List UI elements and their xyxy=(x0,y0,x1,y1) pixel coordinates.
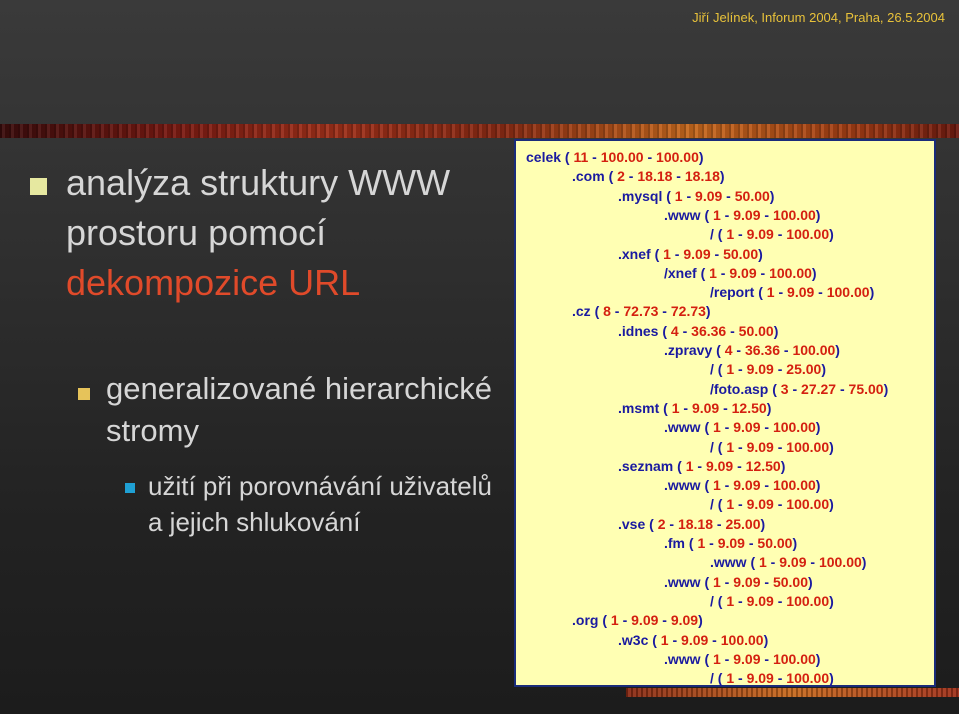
tree-row-separator: - xyxy=(773,226,787,243)
tree-row-count: 1 xyxy=(726,438,735,455)
tree-row-separator: - xyxy=(672,168,685,185)
tree-row-label: celek ( xyxy=(526,149,574,165)
tree-row-separator: ) xyxy=(815,419,821,436)
tree-row-percent-total: 9.09 xyxy=(733,419,761,436)
bullet-level2: generalizované hierarchické stromy xyxy=(106,371,493,448)
tree-row-count: 11 xyxy=(573,149,589,165)
tree-row-separator: - xyxy=(773,361,787,378)
tree-row-separator: - xyxy=(693,457,706,474)
tree-row-separator: - xyxy=(734,670,747,687)
tree-row-separator: - xyxy=(722,187,735,204)
tree-row-separator: ) xyxy=(883,380,889,397)
tree-row-separator: - xyxy=(788,380,802,397)
tree-row-separator: - xyxy=(766,554,780,571)
tree-row-separator: ) xyxy=(869,284,875,301)
decorative-bottom-bar xyxy=(626,688,959,697)
tree-row-separator: - xyxy=(708,631,721,648)
tree-row-separator: - xyxy=(710,245,724,262)
tree-row-separator: - xyxy=(734,361,747,378)
tree-row-separator: ) xyxy=(780,457,786,474)
tree-row-percent-parent: 100.00 xyxy=(786,592,830,609)
tree-row xyxy=(664,476,820,495)
tree-row-count: 1 xyxy=(709,264,717,281)
tree-row-separator: ) xyxy=(835,342,840,358)
tree-row-percent-total: 9.09 xyxy=(787,284,815,301)
tree-row-separator: ) xyxy=(815,206,821,223)
tree-row-percent-total: 27.27 xyxy=(801,380,837,397)
tree-row-separator: - xyxy=(682,187,696,204)
tree-row-percent-total: 36.36 xyxy=(744,342,780,358)
tree-row xyxy=(710,283,874,302)
tree-row xyxy=(664,573,813,592)
tree-row-count: 1 xyxy=(726,496,735,513)
tree-row-separator: ) xyxy=(808,573,813,590)
tree-row-separator: ) xyxy=(821,361,827,378)
tree-row-label: .www ( xyxy=(664,206,713,223)
tree-row-count: 4 xyxy=(724,342,733,358)
tree-row-label: .idnes ( xyxy=(618,322,671,339)
tree-row-separator: - xyxy=(726,322,739,339)
tree-row-percent-total: 9.09 xyxy=(746,226,774,243)
tree-row-separator: - xyxy=(720,477,734,494)
tree-row-separator: - xyxy=(774,284,788,301)
tree-row-percent-total: 9.09 xyxy=(729,264,757,281)
tree-row xyxy=(710,669,834,688)
tree-row-percent-parent: 72.73 xyxy=(670,303,706,320)
tree-row-percent-parent: 12.50 xyxy=(745,457,781,474)
tree-row-percent-total: 9.09 xyxy=(733,573,761,590)
tree-row-percent-total: 9.09 xyxy=(746,592,774,609)
tree-row-separator: - xyxy=(658,612,671,629)
tree-row-separator: - xyxy=(624,168,638,185)
tree-row-count: 1 xyxy=(726,592,735,609)
tree-row-count: 1 xyxy=(713,419,721,436)
tree-row-count: 1 xyxy=(610,612,619,629)
tree-row-count: 1 xyxy=(726,361,735,378)
tree-row-separator: - xyxy=(756,264,770,281)
tree-row-percent-parent: 100.00 xyxy=(772,477,816,494)
tree-row-separator: - xyxy=(734,592,747,609)
tree-row-separator: ) xyxy=(829,670,834,687)
tree-row xyxy=(572,167,725,186)
tree-row-label: .w3c ( xyxy=(618,631,661,648)
tree-row-percent-total: 9.09 xyxy=(746,496,774,513)
tree-row-count: 1 xyxy=(713,573,721,590)
tree-row-percent-total: 9.09 xyxy=(695,187,723,204)
tree-row-separator: ) xyxy=(763,631,769,648)
tree-row-label: / ( xyxy=(710,592,727,609)
tree-row-label: .www ( xyxy=(710,554,759,571)
tree-row-percent-parent: 12.50 xyxy=(731,399,767,416)
tree-row-percent-total: 9.09 xyxy=(746,438,774,455)
tree-row-label: .mysql ( xyxy=(618,187,675,204)
tree-row xyxy=(618,515,765,534)
tree-row-percent-parent: 9.09 xyxy=(670,612,699,629)
tree-row-separator: - xyxy=(734,438,747,455)
tree-row-percent-total: 9.09 xyxy=(733,477,761,494)
bullet-level1-highlight: dekompozice URL xyxy=(66,262,361,303)
tree-row xyxy=(572,302,711,321)
tree-row-label: /xnef ( xyxy=(664,264,710,281)
tree-row xyxy=(710,380,888,399)
tree-row xyxy=(618,187,774,206)
tree-row-separator: - xyxy=(720,573,734,590)
tree-row-separator: - xyxy=(806,554,819,571)
tree-row-separator: ) xyxy=(766,399,772,416)
tree-row-percent-parent: 100.00 xyxy=(769,264,812,281)
tree-row-separator: - xyxy=(836,380,849,397)
tree-row-separator: - xyxy=(610,303,624,320)
tree-row xyxy=(618,322,778,341)
tree-row xyxy=(664,341,840,360)
tree-row-percent-parent: 100.00 xyxy=(656,149,699,165)
tree-row-label: .xnef ( xyxy=(618,245,664,262)
tree-row-percent-parent: 100.00 xyxy=(818,554,862,571)
tree-row-separator: ) xyxy=(815,477,821,494)
tree-row-separator: - xyxy=(679,399,692,416)
tree-row-separator: - xyxy=(760,206,773,223)
tree-row-percent-total: 72.73 xyxy=(623,303,659,320)
tree-row-percent-parent: 50.00 xyxy=(723,245,759,262)
tree-row-percent-total: 9.09 xyxy=(691,399,720,416)
tree-row-count: 1 xyxy=(713,477,721,494)
tree-row-separator: - xyxy=(760,477,773,494)
tree-row xyxy=(664,534,797,553)
tree-row-separator: - xyxy=(670,245,684,262)
tree-row-separator: - xyxy=(713,515,726,532)
tree-row-percent-total: 100.00 xyxy=(600,149,644,165)
tree-row-label: /report ( xyxy=(710,284,767,301)
tree-row-separator: - xyxy=(744,535,758,551)
tree-row-label: / ( xyxy=(710,438,727,455)
tree-row-label: .fm ( xyxy=(664,535,698,551)
tree-row-percent-parent: 25.00 xyxy=(725,515,761,532)
tree-row-percent-parent: 18.18 xyxy=(684,168,720,185)
tree-row xyxy=(710,592,834,611)
tree-row-separator: - xyxy=(720,419,734,436)
tree-row-percent-parent: 25.00 xyxy=(786,361,822,378)
tree-row-percent-parent: 100.00 xyxy=(786,226,830,243)
tree-row-separator: - xyxy=(588,149,601,165)
slide-author-credit: Jiří Jelínek, Inforum 2004, Praha, 26.5.2004 xyxy=(692,10,945,25)
tree-row-percent-parent: 100.00 xyxy=(786,496,830,513)
tree-row-percent-parent: 100.00 xyxy=(786,670,830,687)
tree-row-separator: - xyxy=(760,573,773,590)
tree-row-separator: - xyxy=(734,226,747,243)
tree-row-separator: - xyxy=(780,342,793,358)
tree-row-label: .www ( xyxy=(664,477,713,494)
tree-row-percent-total: 9.09 xyxy=(683,245,711,262)
tree-row-label: .www ( xyxy=(664,650,713,667)
tree-row-separator: - xyxy=(773,496,787,513)
tree-row-percent-total: 9.09 xyxy=(681,631,709,648)
tree-row-separator: ) xyxy=(698,149,704,165)
tree-row-label: .zpravy ( xyxy=(664,342,725,358)
tree-row-separator: ) xyxy=(760,515,766,532)
tree-row-separator: - xyxy=(643,149,657,165)
tree-row xyxy=(618,457,785,476)
tree-row-separator: ) xyxy=(773,322,779,339)
tree-row xyxy=(572,611,703,630)
tree-row-label: .www ( xyxy=(664,573,713,590)
tree-row-separator: ) xyxy=(698,612,703,629)
tree-row-count: 1 xyxy=(697,535,706,551)
decorative-top-bar xyxy=(0,124,959,138)
square-bullet-icon xyxy=(125,483,135,493)
tree-row-percent-total: 9.09 xyxy=(779,554,807,571)
tree-row-count: 1 xyxy=(671,399,680,416)
tree-row-label: .vse ( xyxy=(618,515,658,532)
tree-row-percent-total: 9.09 xyxy=(733,650,761,667)
tree-row-separator: - xyxy=(665,515,678,532)
tree-row-percent-parent: 100.00 xyxy=(772,419,816,436)
tree-row-count: 1 xyxy=(663,245,671,262)
tree-row-separator: - xyxy=(734,496,747,513)
tree-row-separator: ) xyxy=(769,187,775,204)
tree-row-percent-parent: 100.00 xyxy=(720,631,764,648)
tree-row-label: / ( xyxy=(710,496,727,513)
tree-row-count: 4 xyxy=(670,322,679,339)
tree-row-percent-total: 9.09 xyxy=(631,612,659,629)
tree-row-percent-total: 9.09 xyxy=(746,670,774,687)
bullet-level1 xyxy=(66,158,506,308)
tree-row-label: / ( xyxy=(710,226,727,243)
tree-row-label: .www ( xyxy=(664,419,713,436)
tree-row-separator: ) xyxy=(705,303,711,320)
tree-row xyxy=(664,264,817,283)
tree-row xyxy=(710,553,866,572)
tree-row-percent-total: 9.09 xyxy=(705,457,734,474)
tree-row-separator: - xyxy=(773,592,787,609)
tree-row-percent-total: 9.09 xyxy=(746,361,774,378)
tree-row-separator: ) xyxy=(792,535,798,551)
tree-row-label: / ( xyxy=(710,361,727,378)
tree-row-count: 1 xyxy=(726,226,735,243)
tree-row-separator: ) xyxy=(829,592,834,609)
tree-row-label: .com ( xyxy=(572,168,618,185)
tree-row-count: 3 xyxy=(780,380,789,397)
tree-row-separator: - xyxy=(814,284,827,301)
bullet-level1-text: analýza struktury WWW prostoru pomocí xyxy=(66,162,451,253)
square-bullet-icon xyxy=(30,178,47,195)
tree-row-count: 2 xyxy=(657,515,666,532)
tree-row-separator: ) xyxy=(758,245,763,262)
tree-row xyxy=(618,399,771,418)
tree-row-percent-parent: 100.00 xyxy=(786,438,830,455)
tree-row-separator: - xyxy=(732,342,745,358)
square-bullet-icon xyxy=(78,388,90,400)
tree-row xyxy=(664,418,820,437)
tree-row xyxy=(618,245,763,264)
tree-row-separator: ) xyxy=(861,554,867,571)
tree-row xyxy=(710,438,834,457)
tree-row-percent-parent: 50.00 xyxy=(734,187,770,204)
tree-row-percent-total: 9.09 xyxy=(717,535,745,551)
tree-row-separator: - xyxy=(716,264,730,281)
tree-row-percent-total: 18.18 xyxy=(677,515,713,532)
tree-row-percent-total: 36.36 xyxy=(691,322,727,339)
tree-row-percent-parent: 50.00 xyxy=(738,322,774,339)
tree-row-percent-parent: 100.00 xyxy=(772,650,816,667)
tree-row-separator: - xyxy=(668,631,682,648)
tree-row-label: /foto.asp ( xyxy=(710,380,781,397)
tree-row xyxy=(526,148,704,167)
tree-row xyxy=(710,360,826,379)
tree-row-separator: - xyxy=(720,650,734,667)
tree-row-count: 1 xyxy=(766,284,775,301)
tree-row-separator: - xyxy=(678,322,692,339)
tree-row-separator: ) xyxy=(719,168,725,185)
tree-row-percent-parent: 50.00 xyxy=(772,573,808,590)
tree-row-separator: - xyxy=(719,399,732,416)
tree-row-separator: ) xyxy=(829,496,834,513)
tree-row-percent-parent: 100.00 xyxy=(792,342,836,358)
url-tree-panel xyxy=(514,139,936,687)
tree-row-count: 1 xyxy=(713,206,721,223)
tree-row xyxy=(618,631,768,650)
tree-row-label: .seznam ( xyxy=(618,457,686,474)
tree-row-count: 1 xyxy=(660,631,669,648)
tree-row-label: .cz ( xyxy=(572,303,604,320)
tree-row-percent-parent: 100.00 xyxy=(826,284,870,301)
tree-row-count: 2 xyxy=(617,168,625,185)
tree-row-separator: - xyxy=(773,438,787,455)
tree-row xyxy=(710,495,834,514)
tree-row-separator: - xyxy=(760,419,773,436)
tree-row-percent-parent: 50.00 xyxy=(757,535,793,551)
tree-row-count: 8 xyxy=(603,303,611,320)
tree-row xyxy=(664,650,820,669)
tree-row-count: 1 xyxy=(674,187,683,204)
tree-row xyxy=(710,225,834,244)
tree-row-percent-parent: 100.00 xyxy=(772,206,816,223)
tree-row-percent-total: 18.18 xyxy=(637,168,673,185)
tree-row-separator: - xyxy=(733,457,746,474)
tree-row-separator: - xyxy=(720,206,734,223)
tree-row-separator: - xyxy=(773,670,787,687)
tree-row-separator: ) xyxy=(815,650,821,667)
tree-row-separator: - xyxy=(618,612,632,629)
tree-row-percent-total: 9.09 xyxy=(733,206,761,223)
tree-row-count: 1 xyxy=(726,670,735,687)
tree-row-label: .msmt ( xyxy=(618,399,672,416)
tree-row-count: 1 xyxy=(713,650,721,667)
tree-row-separator: - xyxy=(705,535,718,551)
tree-row-separator: ) xyxy=(829,438,834,455)
tree-row xyxy=(664,206,820,225)
tree-row-count: 1 xyxy=(759,554,767,571)
tree-row-separator: - xyxy=(760,650,773,667)
tree-row-separator: ) xyxy=(811,264,817,281)
bullet-level3: užití při porovnávání uživatelů a jejich shlukování xyxy=(148,471,492,537)
tree-row-separator: ) xyxy=(829,226,834,243)
tree-row-label: / ( xyxy=(710,670,727,687)
tree-row-count: 1 xyxy=(685,457,694,474)
tree-row-percent-parent: 75.00 xyxy=(848,380,884,397)
tree-row-label: .org ( xyxy=(572,612,611,629)
tree-row-separator: - xyxy=(658,303,671,320)
